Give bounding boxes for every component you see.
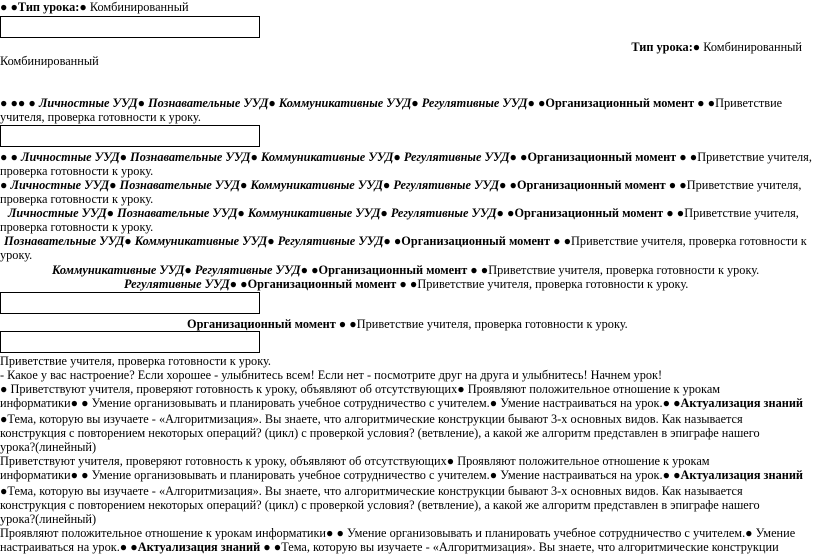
greeting: Приветствие учителя, проверка готовности к уроку. xyxy=(417,277,689,291)
body-line: конструкция с повторением некоторых операций? (цикл) с проверкой условия? (ветвление), а какой же алгоритм представлен в эпиграфе нашего xyxy=(0,498,760,512)
org-moment: ●Организационный момент ● ● xyxy=(516,150,698,164)
regulatory-uud: Регулятивные УУД● xyxy=(274,234,391,248)
uud-line-2 xyxy=(0,151,812,164)
text: информатики● ● Умение организовывать и планировать учебное сотрудничество с учителем.● Умение настраиваться на урок.● ● xyxy=(0,396,681,410)
communicative-uud: Коммуникативные УУД● xyxy=(247,178,391,192)
body-line: Проявляют положительное отношение к урокам информатики● ● Умение организовывать и планировать учебное сотрудничество с учителем.● Умение xyxy=(0,526,796,540)
uud-line-3 xyxy=(0,179,801,192)
body-line xyxy=(0,541,779,554)
org-moment: ●Организационный момент ● ● xyxy=(534,96,716,110)
empty-field-box xyxy=(0,292,260,314)
uud-line-1 xyxy=(0,97,782,110)
org-moment: ●Организационный момент ● ● xyxy=(506,178,687,192)
empty-field-box xyxy=(0,16,260,38)
body-greeting: Приветствие учителя, проверка готовности к уроку. xyxy=(0,354,271,368)
cognitive-uud: Познавательные УУД● xyxy=(116,178,248,192)
greeting: Приветствие учителя, xyxy=(684,206,799,220)
body-line: конструкция с повторением некоторых операций? (цикл) с проверкой условия? (ветвление), а какой же алгоритм представлен в эпиграфе нашего xyxy=(0,426,760,440)
uud-line-6 xyxy=(52,264,759,277)
body-line: ●Тема, которую вы изучаете - «Алгоритмизация». Вы знаете, что алгоритмические конструкции бывают 3-х основных видов. Как называется xyxy=(0,484,743,498)
communicative-uud: Коммуникативные УУД● xyxy=(131,234,275,248)
bullets: ● xyxy=(0,178,11,192)
knowledge-update-heading: Актуализация знаний xyxy=(680,396,803,410)
uud-line-4-tail: проверка готовности к уроку. xyxy=(0,220,154,234)
body-line: ● Приветствуют учителя, проверяют готовность к уроку, объявляют об отсутствующих● Проявляют положительное отношение к урокам xyxy=(0,382,721,396)
lesson-type-label: ● ●Тип урока:● xyxy=(0,0,87,14)
greeting: Приветствие учителя, проверка готовности к xyxy=(571,234,807,248)
knowledge-update-heading: Актуализация знаний xyxy=(137,540,261,554)
org-moment: ●Организационный момент ● ● xyxy=(503,206,685,220)
uud-line-5-tail: уроку. xyxy=(0,248,33,262)
regulatory-uud: Регулятивные УУД● xyxy=(387,206,504,220)
body-line: Приветствуют учителя, проверяют готовность к уроку, объявляют об отсутствующих● Проявляют положительное отношение к урокам xyxy=(0,454,710,468)
cognitive-uud: Познавательные УУД● xyxy=(4,234,132,248)
lesson-type-right xyxy=(631,41,802,54)
personal-uud: Личностные УУД● xyxy=(21,150,128,164)
text: ● ●Тема, которую вы изучаете - «Алгоритмизация». Вы знаете, что алгоритмические конструкции xyxy=(260,540,779,554)
text: настраиваться на урок.● ● xyxy=(0,540,138,554)
org-moment: ●Организационный момент ● ● xyxy=(390,234,572,248)
org-moment: ●Организационный момент ● ● xyxy=(308,263,489,277)
regulatory-uud: Регулятивные УУД● xyxy=(191,263,308,277)
greeting: Приветствие учителя, xyxy=(686,178,802,192)
org-line xyxy=(187,318,628,331)
text: информатики● ● Умение организовывать и планировать учебное сотрудничество с учителем.● Умение настраиваться на урок.● ● xyxy=(0,468,681,482)
body-line xyxy=(0,397,803,410)
greeting: Приветствие xyxy=(715,96,783,110)
uud-line-3-tail: проверка готовности к уроку. xyxy=(0,192,154,206)
lesson-type-value: Комбинированный xyxy=(86,0,189,14)
communicative-uud: Коммуникативные УУД● xyxy=(244,206,388,220)
greeting: Приветствие учителя, xyxy=(697,150,812,164)
regulatory-uud: Регулятивные УУД● xyxy=(390,178,507,192)
body-line: урока?(линейный) xyxy=(0,440,97,454)
regulatory-uud: Регулятивные УУД● xyxy=(418,96,535,110)
uud-line-4 xyxy=(8,207,799,220)
greeting: Приветствие учителя, проверка готовности к уроку. xyxy=(488,263,760,277)
cognitive-uud: Познавательные УУД● xyxy=(114,206,245,220)
regulatory-uud: Регулятивные УУД● xyxy=(124,277,238,291)
empty-field-box xyxy=(0,331,260,353)
org-moment: Организационный момент ● ● xyxy=(187,317,357,331)
bullets: ● ● xyxy=(0,150,22,164)
greeting: Приветствие учителя, проверка готовности к уроку. xyxy=(356,317,628,331)
communicative-uud: Коммуникативные УУД● xyxy=(257,150,401,164)
uud-line-5 xyxy=(4,235,807,248)
lesson-type-label: Тип урока:● xyxy=(631,40,701,54)
communicative-uud: Коммуникативные УУД● xyxy=(275,96,419,110)
body-line: урока?(линейный) xyxy=(0,512,97,526)
mood-question: - Какое у вас настроение? Если хорошее - улыбнитесь всем! Если нет - посмотрите друг на друга и улыбнитесь! Начнем урок! xyxy=(0,368,663,382)
uud-line-1-tail: учителя, проверка готовности к уроку. xyxy=(0,110,201,124)
body-line: ●Тема, которую вы изучаете - «Алгоритмизация». Вы знаете, что алгоритмические конструкции бывают 3-х основных видов. Как называется xyxy=(0,412,743,426)
org-moment: ●Организационный момент ● ● xyxy=(237,277,418,291)
regulatory-uud: Регулятивные УУД● xyxy=(400,150,517,164)
cognitive-uud: Познавательные УУД● xyxy=(127,150,258,164)
personal-uud: Личностные УУД● xyxy=(10,178,117,192)
bullets: ● ●● ● xyxy=(0,96,39,110)
body-line xyxy=(0,469,803,482)
empty-field-box xyxy=(0,125,260,147)
uud-line-7 xyxy=(124,278,688,291)
communicative-uud: Коммуникативные УУД● xyxy=(52,263,192,277)
lesson-type-line xyxy=(0,1,189,14)
personal-uud: Личностные УУД● xyxy=(38,96,146,110)
lesson-type-plain: Комбинированный xyxy=(0,54,99,68)
uud-line-2-tail: проверка готовности к уроку. xyxy=(0,164,154,178)
knowledge-update-heading: Актуализация знаний xyxy=(680,468,803,482)
lesson-type-value: Комбинированный xyxy=(700,40,802,54)
cognitive-uud: Познавательные УУД● xyxy=(145,96,276,110)
personal-uud: Личностные УУД● xyxy=(8,206,115,220)
